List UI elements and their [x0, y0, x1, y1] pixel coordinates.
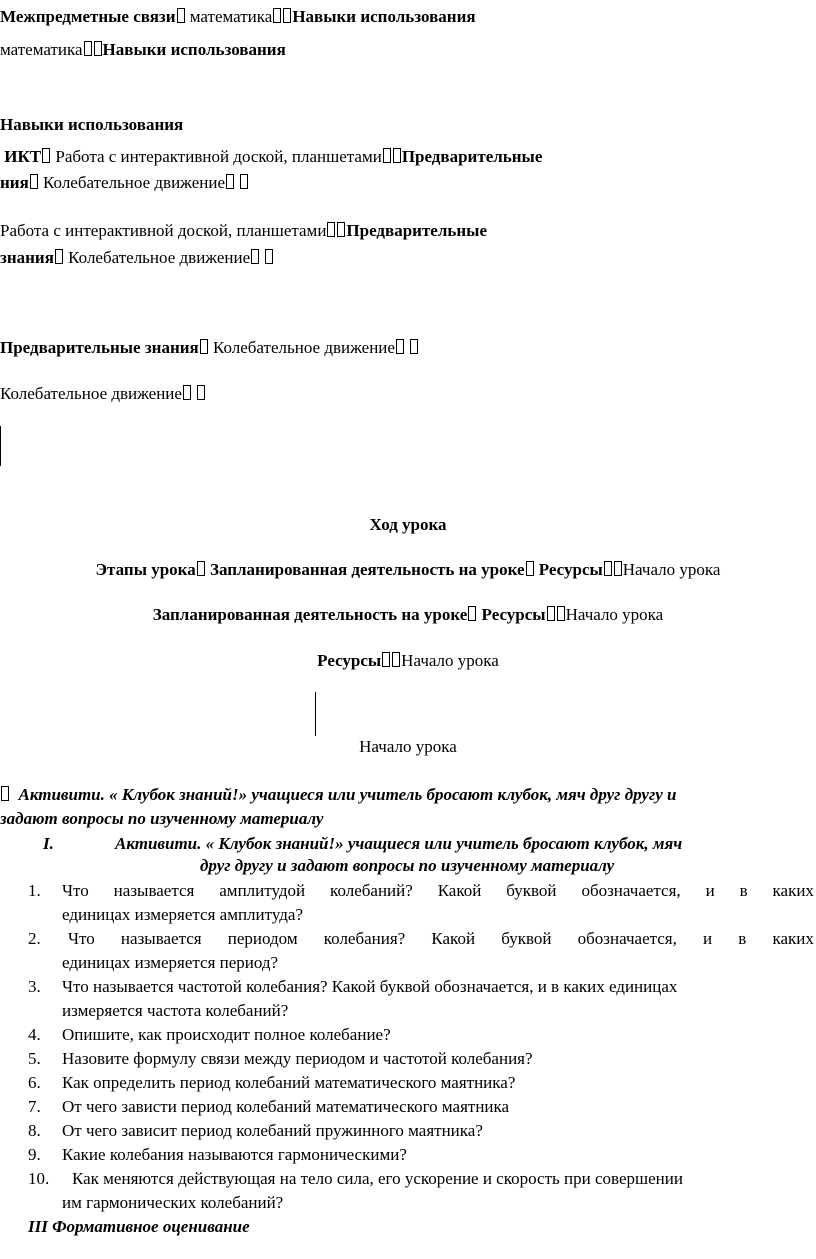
- missing-glyph-icon: [614, 561, 622, 576]
- label: ния: [0, 173, 29, 192]
- missing-glyph-icon: [183, 385, 191, 400]
- interdisciplinary-line-1: [0, 6, 476, 28]
- activity-line-2: задают вопросы по изученному материалу: [0, 809, 324, 828]
- value: Начало урока: [565, 605, 664, 624]
- word: буквой: [501, 929, 552, 948]
- skills-line: Навыки использования: [0, 115, 184, 134]
- lesson-title: Ход урока: [369, 515, 447, 534]
- value: Колебательное движение: [68, 248, 251, 267]
- list-item: [0, 1096, 816, 1120]
- item-text-line: Что называется частотой колебания? Какой буквой обозначается, и в каких единицах: [62, 977, 678, 996]
- missing-glyph-icon: [468, 606, 476, 621]
- item-number: 9.: [28, 1145, 41, 1164]
- label: Этапы урока: [95, 560, 196, 579]
- word: Что: [68, 929, 95, 948]
- list-item: [0, 1144, 816, 1168]
- word: амплитудой: [219, 881, 306, 900]
- missing-glyph-icon: [197, 385, 205, 400]
- missing-glyph-icon: [526, 561, 534, 576]
- activity-heading-line-1: Активити. « Клубок знаний!» учащиеся или учитель бросают клубок, мяч: [115, 834, 683, 853]
- missing-glyph-icon: [200, 339, 208, 354]
- word: в: [739, 881, 748, 900]
- item-number: 2.: [28, 929, 41, 948]
- word: обозначается,: [577, 929, 677, 948]
- missing-glyph-icon: [42, 148, 50, 163]
- label: Навыки использования: [292, 7, 476, 26]
- word: и: [705, 881, 715, 900]
- missing-glyph-icon: [273, 8, 281, 23]
- resources-line: [0, 220, 487, 242]
- missing-glyph-icon: [547, 606, 555, 621]
- item-number: 7.: [28, 1097, 41, 1116]
- item-number: 6.: [28, 1073, 41, 1092]
- item-text-line-2: единицах измеряется амплитуда?: [62, 905, 304, 924]
- item-text: Как определить период колебаний математического маятника?: [62, 1073, 516, 1092]
- item-text: Какие колебания называются гармоническими?: [62, 1145, 407, 1164]
- missing-glyph-icon: [410, 339, 418, 354]
- value: Начало урока: [622, 560, 721, 579]
- item-text-line-2: измеряется частота колебаний?: [62, 1001, 289, 1020]
- value: математика: [189, 7, 273, 26]
- justified-line: [62, 880, 814, 902]
- missing-glyph-icon: [240, 174, 248, 189]
- list-item: [0, 1168, 816, 1216]
- label: Ресурсы: [538, 560, 603, 579]
- value: Работа с интерактивной доской, планшетами: [0, 221, 327, 240]
- list-item: [0, 1072, 816, 1096]
- missing-glyph-icon: [383, 148, 391, 163]
- word: буквой: [506, 881, 557, 900]
- label: Межпредметные связи: [0, 7, 176, 26]
- item-text-line-2: им гармонических колебаний?: [62, 1193, 284, 1212]
- missing-glyph-icon: [251, 249, 259, 264]
- roman-numeral: I.: [43, 834, 54, 853]
- label: знания: [0, 248, 54, 267]
- missing-glyph-icon: [327, 222, 335, 237]
- justified-line: [68, 928, 814, 950]
- missing-glyph-icon: [265, 249, 273, 264]
- item-number: 10.: [28, 1169, 50, 1188]
- missing-glyph-icon: [283, 8, 291, 23]
- stages-row-3: [0, 650, 816, 672]
- item-text: От чего зависит период колебаний пружинного маятника?: [62, 1121, 483, 1140]
- missing-glyph-icon: [55, 249, 63, 264]
- word: колебания?: [323, 929, 406, 948]
- label: Ресурсы: [317, 651, 382, 670]
- word: Какой: [437, 881, 482, 900]
- oscillation-line: [0, 383, 206, 405]
- word: в: [738, 929, 747, 948]
- missing-glyph-icon: [337, 222, 345, 237]
- table-border-line: [315, 692, 316, 736]
- missing-glyph-icon: [604, 561, 612, 576]
- item-text: От чего зависти период колебаний математического маятника: [62, 1097, 510, 1116]
- word: и: [703, 929, 713, 948]
- missing-glyph-icon: [396, 339, 404, 354]
- word: обозначается,: [581, 881, 681, 900]
- item-number: 3.: [28, 977, 41, 996]
- word: каких: [772, 929, 814, 948]
- prior-knowledge-line-1: [0, 172, 249, 194]
- missing-glyph-icon: [177, 8, 185, 23]
- table-border-line: [0, 426, 1, 466]
- label: Навыки использования: [102, 40, 286, 59]
- prior-knowledge-line-3: [0, 337, 419, 359]
- word: Что: [62, 881, 89, 900]
- word: называется: [120, 929, 202, 948]
- value: Начало урока: [401, 651, 499, 670]
- list-item: [0, 880, 816, 928]
- item-text-line-2: единицах измеряется период?: [62, 953, 279, 972]
- value: Колебательное движение: [43, 173, 225, 192]
- stages-row-1: [0, 559, 816, 581]
- activity-line-1: [0, 784, 677, 806]
- formative-assessment-heading: III Формативное оценивание: [28, 1217, 250, 1236]
- value: Колебательное движение: [212, 338, 395, 357]
- word: каких: [772, 881, 814, 900]
- list-item: [0, 976, 816, 1024]
- interdisciplinary-line-2: [0, 39, 286, 61]
- item-number: 1.: [28, 881, 41, 900]
- item-text-line: [62, 880, 814, 902]
- missing-glyph-icon: [393, 148, 401, 163]
- item-number: 4.: [28, 1025, 41, 1044]
- value: Работа с интерактивной доской, планшетами: [55, 147, 382, 166]
- word: называется: [113, 881, 195, 900]
- missing-glyph-icon: [226, 174, 234, 189]
- missing-glyph-icon: [557, 606, 565, 621]
- item-text: Опишите, как происходит полное колебание?: [62, 1025, 391, 1044]
- lesson-start: Начало урока: [359, 737, 457, 756]
- missing-glyph-icon: [1, 786, 9, 801]
- missing-glyph-icon: [30, 174, 38, 189]
- word: Какой: [431, 929, 476, 948]
- stages-row-2: [0, 604, 816, 626]
- label: Запланированная деятельность на уроке: [152, 605, 468, 624]
- item-text-line: [68, 928, 814, 950]
- activity-text: Активити. « Клубок знаний!» учащиеся или учитель бросают клубок, мяч друг другу и: [18, 785, 677, 804]
- value: математика: [0, 40, 83, 59]
- missing-glyph-icon: [94, 41, 102, 56]
- item-number: 5.: [28, 1049, 41, 1068]
- missing-glyph-icon: [84, 41, 92, 56]
- prior-knowledge-line-2: [0, 247, 274, 269]
- label: Предварительные: [401, 147, 543, 166]
- missing-glyph-icon: [197, 561, 205, 576]
- word: периодом: [227, 929, 298, 948]
- list-item: [0, 1024, 816, 1048]
- value: Колебательное движение: [0, 384, 182, 403]
- label: Запланированная деятельность на уроке: [209, 560, 525, 579]
- list-item: [0, 1120, 816, 1144]
- activity-heading-line-2: друг другу и задают вопросы по изученному материалу: [200, 856, 615, 875]
- missing-glyph-icon: [382, 652, 390, 667]
- item-number: 8.: [28, 1121, 41, 1140]
- word: колебаний?: [330, 881, 413, 900]
- missing-glyph-icon: [392, 652, 400, 667]
- label: Предварительные: [346, 221, 487, 240]
- item-text-line: Как меняются действующая на тело сила, его ускорение и скорость при совершении: [72, 1169, 683, 1188]
- list-item: [0, 1048, 816, 1072]
- list-item: [0, 928, 816, 976]
- label: Предварительные знания: [0, 338, 199, 357]
- ict-line: [0, 146, 542, 168]
- item-text: Назовите формулу связи между периодом и частотой колебания?: [62, 1049, 533, 1068]
- label: Ресурсы: [481, 605, 546, 624]
- label: ИКТ: [4, 147, 42, 166]
